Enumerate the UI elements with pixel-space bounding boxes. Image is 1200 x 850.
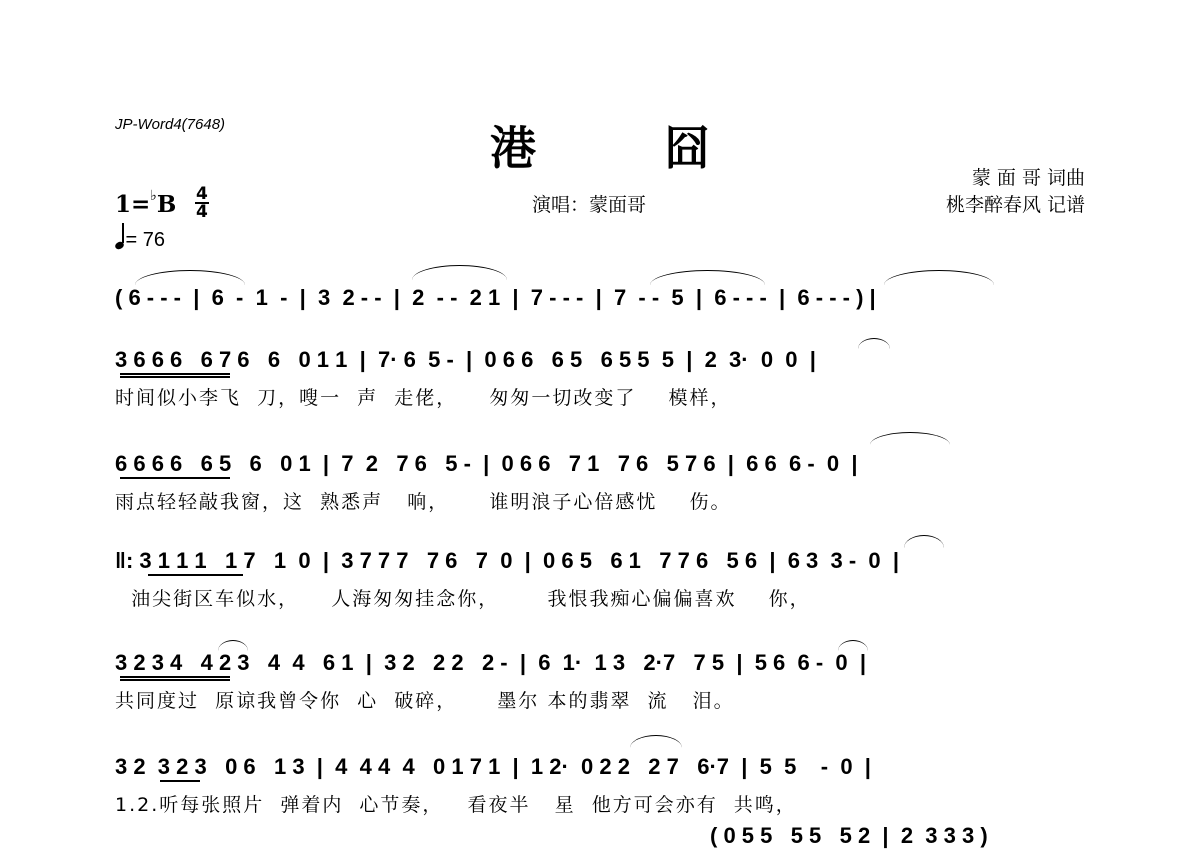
beam	[120, 376, 230, 378]
lyrics-row-4: 共同度过 原谅我曾令你 心 破碎， 墨尔 本的翡翠 流 泪。	[115, 690, 735, 712]
lyrics-row-3: 油尖街区车似水， 人海匆匆挂念你， 我恨我痴心偏偏喜欢 你，	[115, 588, 811, 610]
slur	[630, 735, 682, 748]
beam	[148, 574, 243, 576]
music-row-5: 3 2 3 2 3 0 6 1 3 | 4 4 4 4 0 1 7 1 | 1 2· 0 2 2 2 7 6·7 | 5 5 - 0 |	[115, 754, 871, 779]
slur	[838, 640, 868, 651]
music-row-4: 3 2 3 4 4 2 3 4 4 6 1 | 3 2 2 2 2 - | 6 1· 1 3 2·7 7 5 | 5 6 6 - 0 |	[115, 650, 867, 675]
music-row-3: ‖: 3 1 1 1 1 7 1 0 | 3 7 7 7 7 6 7 0 | 0 6 5 6 1 7 7 6 5 6 | 6 3 3 - 0 |	[115, 548, 900, 573]
transcriber-credit: 桃李醉春风 记谱	[945, 194, 1085, 216]
beam	[160, 780, 200, 782]
music-row-outro: ( 0 5 5 5 5 5 2 | 2 3 3 3 )	[710, 823, 988, 848]
key-signature: 1=♭B	[115, 188, 177, 218]
slur	[870, 432, 950, 445]
music-row-2: 6 6 6 6 6 5 6 0 1 | 7 2 7 6 5 - | 0 6 6 7 1 7 6 5 7 6 | 6 6 6 - 0 |	[115, 451, 858, 476]
song-title: 港 囧	[489, 121, 766, 175]
tempo-marking: = 76	[115, 226, 165, 252]
time-signature: 4 4	[196, 184, 208, 222]
beam	[120, 477, 230, 479]
slur	[650, 270, 765, 285]
slur	[135, 270, 245, 285]
singer-credit: 演唱：蒙面哥	[532, 194, 647, 216]
composer-credit: 蒙 面 哥 词曲	[971, 167, 1085, 189]
slur	[218, 640, 248, 651]
beam	[120, 676, 230, 678]
lyrics-row-1: 时间似小李飞 刀，嗖一 声 走佬， 匆匆一切改变了 模样，	[115, 387, 732, 409]
watermark: JP-Word4(7648)	[115, 116, 226, 133]
slur	[412, 265, 507, 280]
slur	[884, 270, 994, 285]
beam	[120, 679, 230, 681]
music-row-intro: ( 6 - - - | 6 - 1 - | 3 2 - - | 2 - - 2 1 | 7 - - - | 7 - - 5 | 6 - - - | 6 - - - ) |	[115, 285, 876, 310]
lyrics-row-2: 雨点轻轻敲我窗，这 熟悉声 响， 谁明浪子心倍感忧 伤。	[115, 491, 732, 513]
slur	[858, 338, 890, 349]
beam	[120, 373, 230, 375]
music-row-1: 3 6 6 6 6 7 6 6 0 1 1 | 7· 6 5 - | 0 6 6 6 5 6 5 5 5 | 2 3· 0 0 |	[115, 347, 816, 372]
slur	[904, 535, 944, 548]
lyrics-row-5: 1.2.听每张照片 弹着内 心节奏， 看夜半 星 他方可会亦有 共鸣，	[115, 794, 797, 816]
